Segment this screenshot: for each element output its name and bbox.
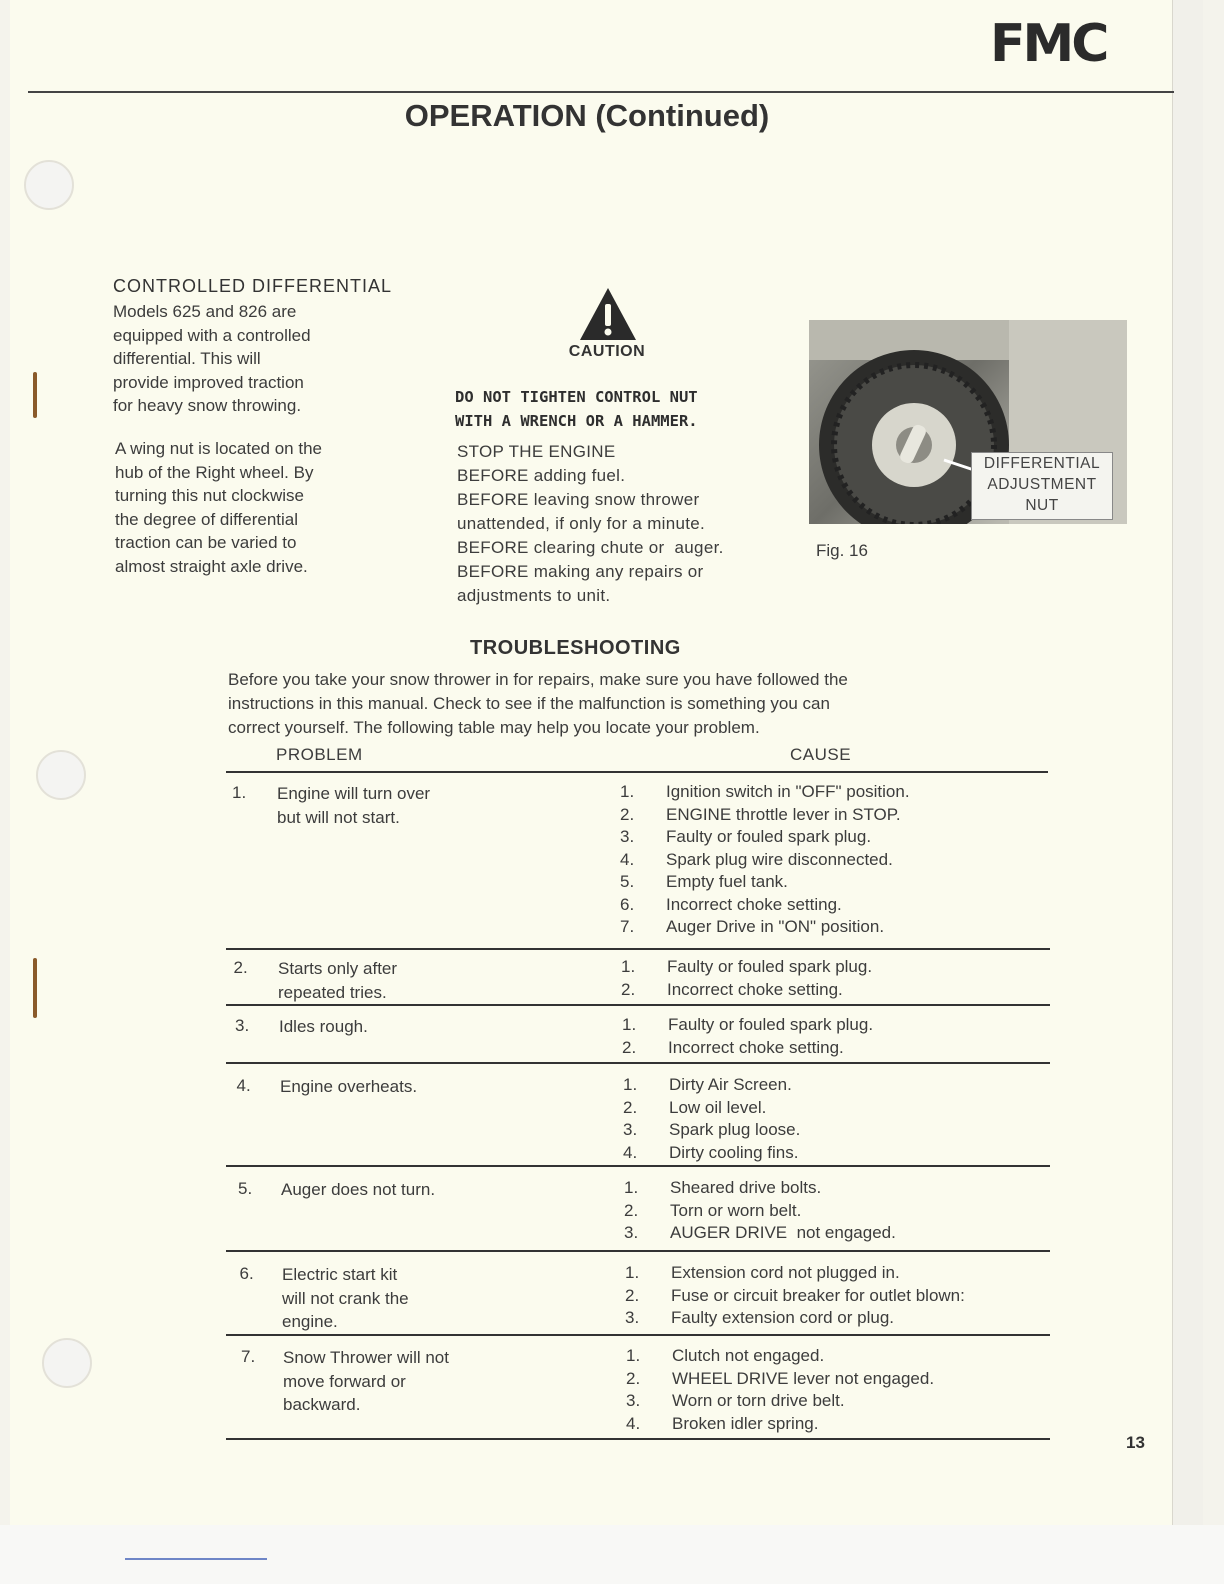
problem-description (279, 1015, 368, 1039)
cause-text: AUGER DRIVE not engaged. (670, 1223, 896, 1242)
cause-item (626, 1368, 934, 1391)
table-row-rule (226, 1250, 1050, 1252)
cause-text: Faulty extension cord or plug. (671, 1308, 895, 1327)
cause-number: 2. (621, 979, 636, 999)
page-number: 13 (1126, 1433, 1145, 1452)
problem-text-line: but will not start. (277, 807, 400, 827)
problem-text-line: Engine will turn over (277, 784, 431, 803)
table-row-rule (226, 1438, 1050, 1440)
problem-number: 5. (238, 1179, 253, 1198)
differential-text-line: differential. This will (113, 349, 261, 368)
cause-number: 2. (624, 1200, 639, 1220)
cause-item (620, 781, 910, 804)
page-edge (1172, 0, 1203, 1525)
cause-number: 1. (620, 782, 635, 801)
binder-hole (42, 1338, 92, 1388)
table-row-rule (226, 948, 1050, 950)
column-header-cause: CAUSE (790, 745, 852, 764)
cause-item (622, 1014, 873, 1037)
cause-number: 1. (623, 1075, 638, 1094)
cause-text: Faulty or fouled spark plug. (668, 1015, 874, 1034)
cause-text: Extension cord not plugged in. (671, 1263, 900, 1282)
fmc-logo: FMC (990, 14, 1107, 74)
cause-list (626, 1345, 934, 1435)
cause-item (626, 1413, 934, 1436)
cause-number: 3. (620, 827, 635, 846)
cause-text: Incorrect choke setting. (666, 894, 842, 914)
cause-number: 1. (621, 957, 636, 976)
intro-text-line: instructions in this manual. Check to see if the malfunction is something you can (228, 694, 830, 713)
cause-text: Dirty Air Screen. (669, 1075, 792, 1094)
differential-text-line: hub of the Right wheel. By (115, 462, 314, 482)
cause-text: Low oil level. (669, 1097, 767, 1117)
cause-text: Auger Drive in "ON" position. (666, 917, 885, 936)
differential-paragraph-1 (113, 300, 311, 418)
cause-number: 3. (625, 1308, 640, 1327)
differential-text-line: traction can be varied to (115, 533, 297, 552)
cause-text: ENGINE throttle lever in STOP. (666, 804, 901, 824)
callout-line-1: DIFFERENTIAL (983, 455, 1101, 472)
cause-number: 3. (626, 1391, 641, 1410)
cause-list (620, 781, 910, 939)
table-row-rule (226, 1165, 1050, 1167)
cause-text: Ignition switch in "OFF" position. (666, 782, 910, 801)
caution-text-line: BEFORE adding fuel. (457, 466, 626, 485)
cause-item (622, 1037, 873, 1060)
cause-list (622, 1014, 873, 1059)
cause-item (624, 1200, 896, 1223)
cause-text: Incorrect choke setting. (668, 1037, 844, 1057)
problem-description (281, 1178, 435, 1202)
cause-number: 3. (624, 1223, 639, 1242)
cause-text: Broken idler spring. (672, 1413, 819, 1433)
cause-number: 3. (623, 1120, 638, 1139)
problem-number: 7. (241, 1347, 256, 1366)
problem-text-line: Auger does not turn. (281, 1180, 436, 1199)
cause-number: 2. (622, 1037, 637, 1057)
cause-text: Worn or torn drive belt. (672, 1391, 845, 1410)
bottom-strip (0, 1525, 1224, 1584)
differential-text-line: almost straight axle drive. (115, 556, 308, 576)
cause-item (626, 1345, 934, 1368)
photo-callout (971, 452, 1113, 520)
cause-number: 1. (622, 1015, 637, 1034)
differential-text-line: provide improved traction (113, 372, 304, 392)
differential-text-line: for heavy snow throwing. (113, 396, 302, 415)
page-title: OPERATION (Continued) (404, 98, 770, 133)
cause-list (621, 956, 872, 1001)
problem-number: 4. (236, 1076, 251, 1095)
cause-item (624, 1177, 896, 1200)
differential-text-line: the degree of differential (115, 509, 299, 529)
differential-text-line: A wing nut is located on the (115, 439, 322, 458)
caution-triangle-icon (578, 286, 638, 342)
binder-stain (33, 372, 37, 418)
header-rule (28, 91, 1174, 93)
callout-line-3: NUT (1025, 497, 1059, 514)
problem-number: 6. (239, 1264, 254, 1283)
cause-item (623, 1097, 800, 1120)
table-row-rule (226, 1334, 1050, 1336)
cause-number: 6. (620, 894, 635, 914)
caution-text-line: BEFORE clearing chute or auger. (457, 538, 724, 557)
cause-item (620, 849, 910, 872)
problem-text-line: repeated tries. (278, 982, 387, 1002)
intro-text-line: correct yourself. The following table may help you locate your problem. (228, 718, 760, 737)
problem-text-line: backward. (283, 1395, 361, 1414)
cause-text: Spark plug loose. (669, 1120, 801, 1139)
cause-item (623, 1119, 800, 1142)
cause-list (624, 1177, 896, 1245)
cause-item (625, 1262, 965, 1285)
cause-item (620, 826, 910, 849)
problem-text-line: Electric start kit (282, 1265, 398, 1284)
caution-text-line: STOP THE ENGINE (457, 442, 616, 461)
cause-item (626, 1390, 934, 1413)
cause-number: 1. (626, 1346, 641, 1365)
problem-number: 2. (233, 958, 248, 977)
troubleshooting-heading: TROUBLESHOOTING (470, 637, 681, 659)
cause-item (623, 1074, 800, 1097)
cause-text: Fuse or circuit breaker for outlet blown: (671, 1285, 965, 1305)
problem-text-line: Snow Thrower will not (283, 1348, 449, 1367)
problem-text-line: move forward or (283, 1371, 406, 1391)
problem-text-line: Starts only after (278, 959, 398, 978)
cause-number: 1. (625, 1263, 640, 1282)
problem-description (277, 782, 430, 829)
cause-number: 4. (626, 1413, 641, 1433)
cause-list (625, 1262, 965, 1330)
problem-number: 1. (232, 783, 247, 802)
cause-item (620, 804, 910, 827)
column-header-problem: PROBLEM (276, 745, 363, 764)
cause-text: Sheared drive bolts. (670, 1178, 822, 1197)
table-row-rule (226, 1004, 1050, 1006)
caution-bold-warning (455, 386, 698, 433)
caution-label: CAUTION (568, 343, 646, 360)
problem-text-line: will not crank the (282, 1288, 409, 1308)
problem-text-line: Engine overheats. (280, 1077, 418, 1096)
cause-text: Dirty cooling fins. (669, 1142, 799, 1162)
cause-item (620, 894, 910, 917)
differential-text-line: turning this nut clockwise (115, 486, 304, 505)
cause-item (621, 956, 872, 979)
problem-text-line: engine. (282, 1312, 338, 1331)
cause-number: 2. (625, 1285, 640, 1305)
problem-description (278, 957, 397, 1004)
cause-text: Clutch not engaged. (672, 1346, 825, 1365)
intro-text-line: Before you take your snow thrower in for repairs, make sure you have followed the (228, 670, 848, 689)
cause-item (620, 871, 910, 894)
cause-number: 2. (626, 1368, 641, 1388)
differential-text-line: Models 625 and 826 are (113, 302, 297, 321)
cause-text: Incorrect choke setting. (667, 979, 843, 999)
cause-text: Faulty or fouled spark plug. (666, 827, 872, 846)
cause-number: 2. (623, 1097, 638, 1117)
table-row-rule (226, 1062, 1050, 1064)
cause-number: 4. (623, 1142, 638, 1162)
binder-hole (36, 750, 86, 800)
manual-page (10, 0, 1172, 1525)
binder-stain (33, 958, 37, 1018)
caution-bold-line: WITH A WRENCH OR A HAMMER. (455, 411, 698, 430)
troubleshooting-intro (228, 668, 848, 740)
cause-item (620, 916, 910, 939)
cause-text: WHEEL DRIVE lever not engaged. (672, 1368, 935, 1388)
cause-item (625, 1285, 965, 1308)
cause-number: 5. (620, 872, 635, 891)
cause-item (624, 1222, 896, 1245)
caution-bold-line: DO NOT TIGHTEN CONTROL NUT (455, 388, 698, 406)
cause-list (623, 1074, 800, 1164)
cause-number: 1. (624, 1178, 639, 1197)
differential-heading: CONTROLLED DIFFERENTIAL (113, 276, 393, 296)
cause-text: Torn or worn belt. (670, 1200, 802, 1220)
differential-text-line: equipped with a controlled (113, 325, 311, 345)
problem-description (280, 1075, 417, 1099)
problem-description (283, 1346, 449, 1417)
caution-text-line: adjustments to unit. (457, 586, 611, 605)
table-header-rule (226, 771, 1048, 773)
binder-hole (24, 160, 74, 210)
differential-paragraph-2 (115, 437, 322, 578)
cause-text: Empty fuel tank. (666, 872, 788, 891)
caution-instructions (457, 440, 724, 608)
cause-number: 7. (620, 917, 635, 936)
bottom-link-line (125, 1558, 267, 1560)
caution-text-line: BEFORE making any repairs or (457, 562, 704, 581)
cause-text: Spark plug wire disconnected. (666, 849, 893, 869)
figure-caption: Fig. 16 (816, 541, 868, 560)
cause-item (623, 1142, 800, 1165)
caution-text-line: unattended, if only for a minute. (457, 514, 706, 533)
problem-description (282, 1263, 409, 1334)
cause-text: Faulty or fouled spark plug. (667, 957, 873, 976)
callout-line-2: ADJUSTMENT (987, 476, 1097, 493)
cause-number: 4. (620, 849, 635, 869)
problem-text-line: Idles rough. (279, 1017, 368, 1036)
cause-item (621, 979, 872, 1002)
problem-number: 3. (235, 1016, 250, 1035)
cause-item (625, 1307, 965, 1330)
cause-number: 2. (620, 804, 635, 824)
caution-text-line: BEFORE leaving snow thrower (457, 490, 700, 509)
